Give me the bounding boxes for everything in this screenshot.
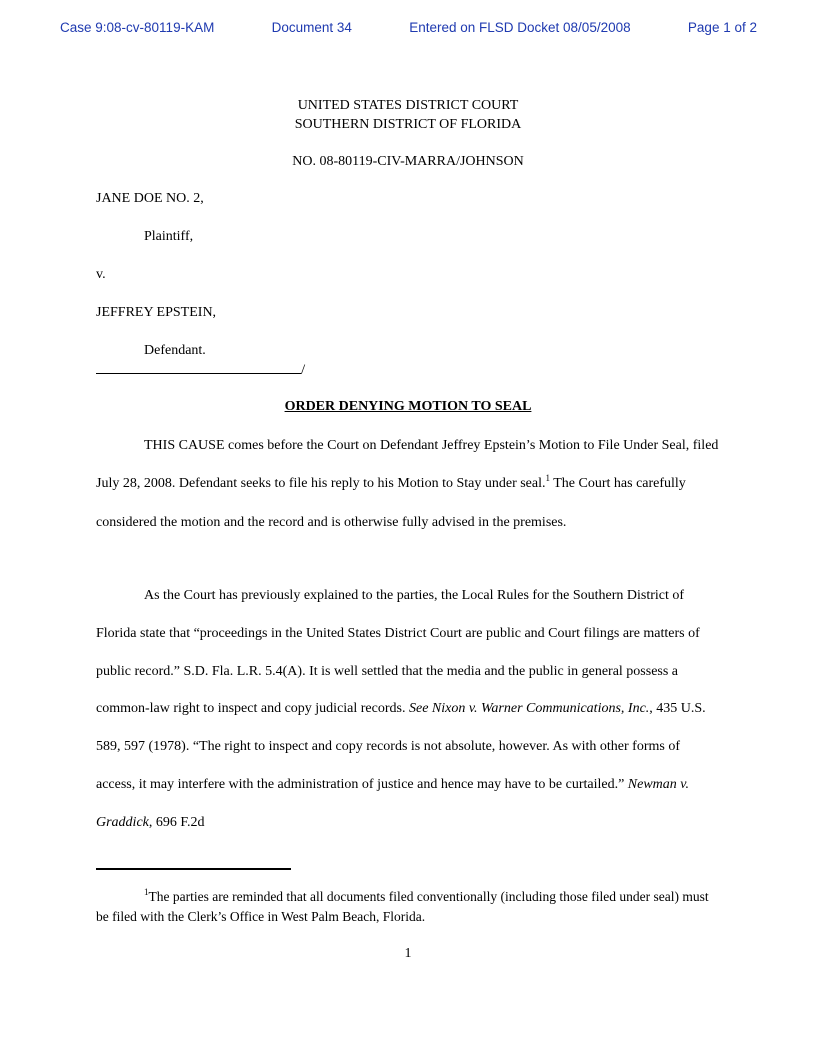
para2-text-2: , 435 U.S. 589, 597 (1978). “The right to inspect and copy records is not absolute, however. As with other forms of access, it may interfere with the administration of justice and hence may have to be curtailed.” xyxy=(96,701,706,792)
docket-case-number: Case 9:08-cv-80119-KAM xyxy=(60,20,215,35)
footnote-reference-1: 1 xyxy=(545,472,550,483)
footnote-1 xyxy=(96,888,722,925)
para2-citation-1: See Nixon v. Warner Communications, Inc. xyxy=(408,701,650,717)
para1-text-1: THIS CAUSE comes before the Court on Defendant Jeffrey Epstein’s Motion to File Under Seal, filed July 28, 2008. Defendant seeks to file his reply to his Motion to Stay under seal. xyxy=(96,438,719,491)
docket-stamp-header xyxy=(60,20,757,36)
para2-text-3: , 696 F.2d xyxy=(148,814,205,830)
docket-page-indicator: Page 1 of 2 xyxy=(687,20,757,35)
plaintiff-name: JANE DOE NO. 2, xyxy=(96,191,204,206)
defendant-role: Defendant. xyxy=(144,343,206,358)
footnote-text: The parties are reminded that all documents filed conventionally (including those filed under seal) must be filed with the Clerk’s Office in West Palm Beach, Florida. xyxy=(96,889,709,924)
docket-document-number: Document 34 xyxy=(271,20,352,35)
para1-text-2: The Court has carefully considered the motion and the record and is otherwise fully advised in the premises. xyxy=(96,475,686,530)
case-caption xyxy=(96,180,722,370)
caption-underline xyxy=(96,356,301,374)
caption-closing-rule xyxy=(96,356,306,378)
caption-slash: / xyxy=(301,362,306,378)
footnote-separator-rule xyxy=(96,868,291,870)
case-number: NO. 08-80119-CIV-MARRA/JOHNSON xyxy=(292,154,524,169)
plaintiff-role: Plaintiff, xyxy=(144,229,194,244)
court-title xyxy=(0,96,816,134)
court-name-line2: SOUTHERN DISTRICT OF FLORIDA xyxy=(294,117,522,132)
page-number: 1 xyxy=(404,946,412,961)
para2-citation-2: Newman v. Graddick xyxy=(96,776,689,830)
para2-text-1: As the Court has previously explained to the parties, the Local Rules for the Southern District of Florida state that “proceedings in the United States District Court are public and Court filings are matters of public record.” S.D. Fla. L.R. 5.4(A). It is well settled that the media and the public in general possess a common-law right to inspect and copy judicial records. xyxy=(96,588,700,717)
docket-entered-date: Entered on FLSD Docket 08/05/2008 xyxy=(409,20,631,35)
versus-label: v. xyxy=(96,267,106,282)
court-name-line1: UNITED STATES DISTRICT COURT xyxy=(297,98,519,113)
footnote-marker-1: 1 xyxy=(144,887,149,897)
paragraph-2 xyxy=(96,577,722,842)
defendant-name: JEFFREY EPSTEIN, xyxy=(96,305,217,320)
paragraph-1 xyxy=(96,427,722,541)
order-title: ORDER DENYING MOTION TO SEAL xyxy=(284,399,532,414)
